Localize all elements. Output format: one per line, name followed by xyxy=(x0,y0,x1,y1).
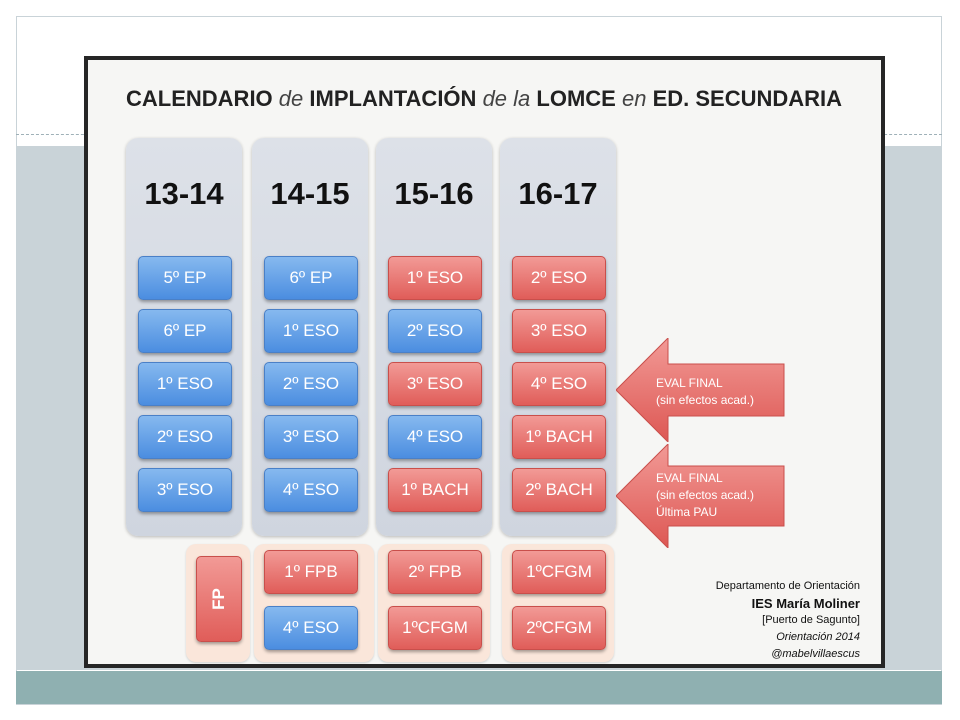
credits-year: Orientación 2014 xyxy=(776,631,860,643)
course-chip: 1º BACH xyxy=(512,415,606,459)
fp-course-chip: 1ºCFGM xyxy=(388,606,482,650)
year-label: 15-16 xyxy=(394,176,474,211)
course-chip: 2º ESO xyxy=(388,309,482,353)
course-chip: 4º ESO xyxy=(512,362,606,406)
poster-title: CALENDARIO de IMPLANTACIÓN de la LOMCE en ED. SECUNDARIA xyxy=(126,86,843,111)
year-label: 13-14 xyxy=(144,176,224,211)
fp-course-chip: 2ºCFGM xyxy=(512,606,606,650)
fp-label-chip: FP xyxy=(196,556,242,642)
course-chip: 2º BACH xyxy=(512,468,606,512)
course-chip: 1º ESO xyxy=(264,309,358,353)
course-chip: 3º ESO xyxy=(512,309,606,353)
slide-footer-line xyxy=(16,704,942,705)
fp-course-chip: 1ºCFGM xyxy=(512,550,606,594)
year-label: 14-15 xyxy=(270,176,350,211)
course-chip: 6º EP xyxy=(138,309,232,353)
course-chip: 3º ESO xyxy=(138,468,232,512)
course-chip: 2º ESO xyxy=(264,362,358,406)
course-chip: 4º ESO xyxy=(264,468,358,512)
year-label: 16-17 xyxy=(518,176,598,211)
lomce-calendar-image xyxy=(84,56,885,668)
fp-course-chip: 1º FPB xyxy=(264,550,358,594)
credits-place: [Puerto de Sagunto] xyxy=(762,614,860,626)
credits-handle: @mabelvillaescus xyxy=(771,648,860,660)
course-chip: 6º EP xyxy=(264,256,358,300)
course-chip: 1º BACH xyxy=(388,468,482,512)
slide-footer-band xyxy=(16,671,942,704)
course-chip: 2º ESO xyxy=(512,256,606,300)
credits-school: IES María Moliner xyxy=(751,596,860,611)
course-chip: 3º ESO xyxy=(388,362,482,406)
credits-block xyxy=(668,578,860,663)
credits-department: Departamento de Orientación xyxy=(715,580,860,592)
course-chip: 2º ESO xyxy=(138,415,232,459)
course-chip: 1º ESO xyxy=(138,362,232,406)
course-chip: 4º ESO xyxy=(388,415,482,459)
fp-course-chip: 4º ESO xyxy=(264,606,358,650)
arrow-text: EVAL FINAL (sin efectos acad.) Última PAU xyxy=(656,471,755,519)
course-chip: 5º EP xyxy=(138,256,232,300)
fp-course-chip: 2º FPB xyxy=(388,550,482,594)
course-chip: 1º ESO xyxy=(388,256,482,300)
arrow-text: EVAL FINAL (sin efectos acad.) xyxy=(656,376,755,407)
course-chip: 3º ESO xyxy=(264,415,358,459)
